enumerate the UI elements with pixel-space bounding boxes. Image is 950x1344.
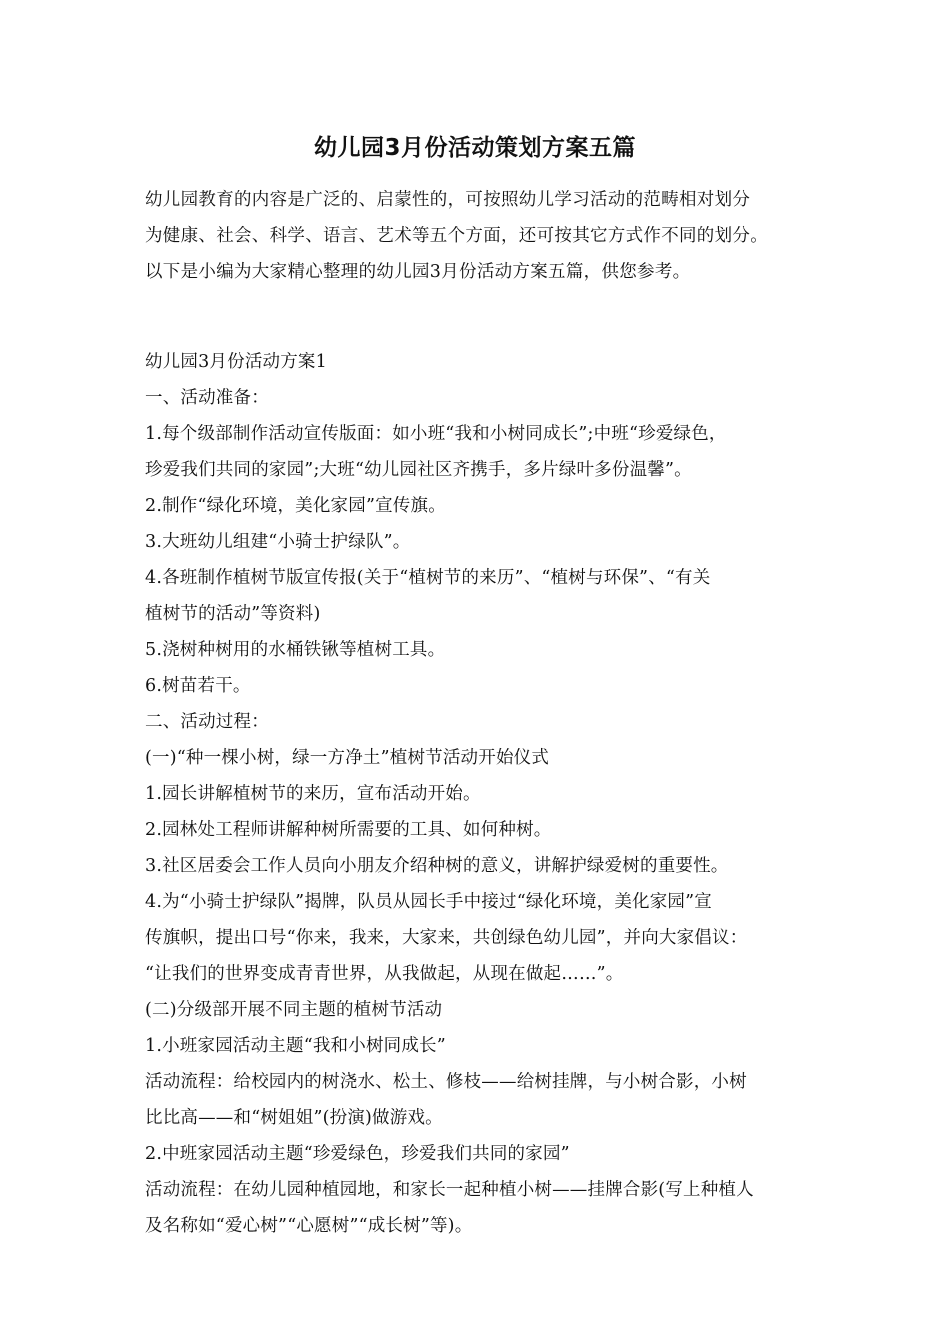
intro-paragraph [145, 182, 825, 290]
text-line: 1.园长讲解植树节的来历，宣布活动开始。 [145, 784, 481, 804]
text-line: 3.社区居委会工作人员向小朋友介绍种树的意义，讲解护绿爱树的重要性。 [145, 856, 729, 876]
text-line: 2.制作“绿化环境，美化家园”宣传旗。 [145, 496, 446, 516]
text-line: (一)“种一棵小树，绿一方净土”植树节活动开始仪式 [145, 748, 550, 768]
plan-section [145, 344, 825, 1244]
section-heading: 幼儿园3月份活动方案1 [145, 352, 327, 372]
subheading: 二、活动过程： [145, 712, 269, 732]
paragraph-gap [145, 290, 825, 344]
text-line: 及名称如“爱心树”“心愿树”“成长树”等)。 [145, 1216, 473, 1236]
text-line: 活动流程：在幼儿园种植园地，和家长一起种植小树——挂牌合影(写上种植人 [145, 1180, 754, 1200]
text-line: 1.每个级部制作活动宣传版面：如小班“我和小树同成长”;中班“珍爱绿色， [145, 424, 727, 444]
text-line: 5.浇树种树用的水桶铁锹等植树工具。 [145, 640, 446, 660]
text-line: 1.小班家园活动主题“我和小树同成长” [145, 1036, 446, 1056]
text-line: 2.园林处工程师讲解种树所需要的工具、如何种树。 [145, 820, 552, 840]
text-line: 6.树苗若干。 [145, 676, 251, 696]
intro-line: 幼儿园教育的内容是广泛的、启蒙性的，可按照幼儿学习活动的范畴相对划分 [145, 190, 751, 210]
document-content [145, 182, 825, 1244]
text-line: 2.中班家园活动主题“珍爱绿色，珍爱我们共同的家园” [145, 1144, 570, 1164]
intro-line: 为健康、社会、科学、语言、艺术等五个方面，还可按其它方式作不同的划分。 [145, 226, 768, 246]
text-line: 植树节的活动”等资料) [145, 604, 321, 624]
document-title: 幼儿园3月份活动策划方案五篇 [313, 135, 636, 161]
text-line: 珍爱我们共同的家园”;大班“幼儿园社区齐携手，多片绿叶多份温馨”。 [145, 460, 692, 480]
subheading: 一、活动准备： [145, 388, 269, 408]
text-line: 活动流程：给校园内的树浇水、松土、修枝——给树挂牌，与小树合影，小树 [145, 1072, 747, 1092]
text-line: 3.大班幼儿组建“小骑士护绿队”。 [145, 532, 411, 552]
intro-line: 以下是小编为大家精心整理的幼儿园3月份活动方案五篇，供您参考。 [145, 262, 691, 282]
text-line: (二)分级部开展不同主题的植树节活动 [145, 1000, 443, 1020]
text-line: 传旗帜，提出口号“你来，我来，大家来，共创绿色幼儿园”，并向大家倡议： [145, 928, 748, 948]
text-line: “让我们的世界变成青青世界，从我做起，从现在做起……”。 [145, 964, 624, 984]
text-line: 4.各班制作植树节版宣传报(关于“植树节的来历”、“植树与环保”、“有关 [145, 568, 711, 588]
text-line: 4.为“小骑士护绿队”揭牌，队员从园长手中接过“绿化环境，美化家园”宣 [145, 892, 712, 912]
text-line: 比比高——和“树姐姐”(扮演)做游戏。 [145, 1108, 443, 1128]
